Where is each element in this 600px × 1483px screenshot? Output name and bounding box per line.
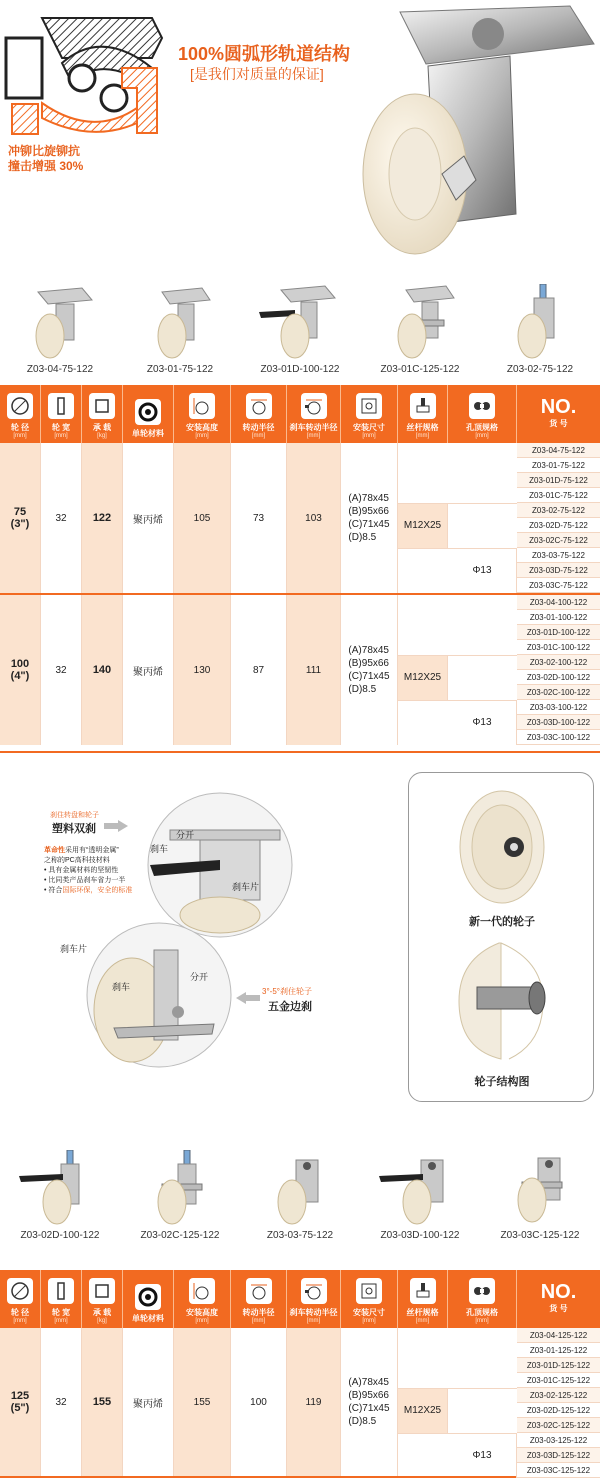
col-height: 安装高度 [mm] xyxy=(174,1270,231,1328)
product-card[interactable] xyxy=(240,1150,360,1241)
hero-title: 100%圆弧形轨道结构 xyxy=(178,44,351,64)
bolt-hole-icon xyxy=(469,1278,495,1304)
cell-wheel-dia: 75 (3") xyxy=(0,443,41,593)
col-wheel-dia: 轮 径 [mm] xyxy=(0,1270,41,1328)
wheel-structure-image xyxy=(439,939,565,1063)
product-card[interactable] xyxy=(0,1150,120,1241)
swivel-caster-image xyxy=(340,4,598,266)
brake-detail-top-image xyxy=(140,790,300,940)
product-code: Z03-01C-125-122 xyxy=(380,364,460,375)
col-load: 承 载 [kg] xyxy=(82,385,123,443)
spec-table-header xyxy=(0,385,600,443)
cell-plate: (A)78x45 (B)95x66 (C)71x45 (D)8.5 xyxy=(341,443,398,593)
arrow-right-icon xyxy=(104,820,128,832)
width-icon xyxy=(48,1278,74,1304)
product-code: Z03-03-75-122 xyxy=(266,1230,334,1241)
code-cell[interactable]: Z03-02D-75-122 xyxy=(517,518,600,533)
col-brake-radius: 刹车转动半径 [mm] xyxy=(287,385,341,443)
cell-wheel-dia: 125 (5") xyxy=(0,1328,41,1476)
code-cell[interactable]: Z03-03C-100-122 xyxy=(517,730,600,745)
caption-wheel-structure: 轮子结构图 xyxy=(474,1076,530,1088)
cell-hole: Φ13 xyxy=(448,1433,517,1478)
code-cell[interactable]: Z03-04-75-122 xyxy=(517,443,600,458)
cell-hole: Φ13 xyxy=(448,548,517,593)
cell-material: 聚丙烯 xyxy=(123,443,174,593)
code-cell[interactable]: Z03-01C-75-122 xyxy=(517,488,600,503)
col-load: 承 载 [kg] xyxy=(82,1270,123,1328)
label-pad-bottom: 刹车片 xyxy=(60,944,88,954)
cell-thread: M12X25 xyxy=(398,655,448,700)
col-no: NO. 货 号 xyxy=(540,1280,577,1313)
code-cell[interactable]: Z03-02-75-122 xyxy=(517,503,600,518)
cell-brake-radius: 119 xyxy=(287,1328,341,1476)
cell-material: 聚丙烯 xyxy=(123,1328,174,1476)
code-cell[interactable]: Z03-02-100-122 xyxy=(517,655,600,670)
spec-table-body xyxy=(0,1328,600,1478)
cell-wheel-width: 32 xyxy=(41,443,82,593)
code-cell[interactable]: Z03-03C-125-122 xyxy=(517,1463,600,1478)
col-radius: 转动半径 [mm] xyxy=(231,385,287,443)
caster-thumbnail xyxy=(500,284,580,362)
diameter-icon xyxy=(7,393,33,419)
spec-table-body xyxy=(0,443,600,753)
col-brake-radius: 刹车转动半径 [mm] xyxy=(287,1270,341,1328)
code-cell[interactable]: Z03-02-125-122 xyxy=(517,1388,600,1403)
col-material: 单轮材料 xyxy=(123,1270,174,1328)
plate-size-icon xyxy=(356,393,382,419)
code-list xyxy=(517,443,600,593)
cell-hole: Φ13 xyxy=(448,700,517,745)
caption-new-wheel: 新一代的轮子 xyxy=(469,916,535,928)
product-code: Z03-02D-100-122 xyxy=(20,1230,100,1241)
product-code: Z03-02C-125-122 xyxy=(140,1230,220,1241)
code-cell[interactable]: Z03-03D-125-122 xyxy=(517,1448,600,1463)
code-cell[interactable]: Z03-03-125-122 xyxy=(517,1433,600,1448)
cell-wheel-dia: 100 (4") xyxy=(0,595,41,745)
code-cell[interactable]: Z03-02C-125-122 xyxy=(517,1418,600,1433)
brake-tag-bottom: 3°-5°刹住轮子 xyxy=(262,987,312,996)
code-cell[interactable]: Z03-03-75-122 xyxy=(517,548,600,563)
code-list xyxy=(517,1328,600,1478)
thread-stem-icon xyxy=(410,393,436,419)
hero-banner xyxy=(0,0,600,270)
brake-radius-icon xyxy=(301,1278,327,1304)
code-cell[interactable]: Z03-02C-100-122 xyxy=(517,685,600,700)
brake-detail-bottom-image xyxy=(84,920,234,1070)
code-list xyxy=(517,595,600,745)
caster-thumbnail xyxy=(140,284,220,362)
cell-height: 155 xyxy=(174,1328,231,1476)
col-radius: 转动半径 [mm] xyxy=(231,1270,287,1328)
swivel-radius-icon xyxy=(246,1278,272,1304)
rail-cross-section-diagram xyxy=(2,8,172,138)
label-open-bottom: 分开 xyxy=(190,972,209,982)
cell-wheel-width: 32 xyxy=(41,595,82,745)
height-icon xyxy=(189,393,215,419)
brake-radius-icon xyxy=(301,393,327,419)
bolt-hole-icon xyxy=(469,393,495,419)
cell-height: 130 xyxy=(174,595,231,745)
code-cell[interactable]: Z03-01-125-122 xyxy=(517,1343,600,1358)
product-code: Z03-01D-100-122 xyxy=(260,364,340,375)
product-card[interactable] xyxy=(0,284,120,375)
caster-thumbnail xyxy=(20,284,100,362)
product-code: Z03-02-75-122 xyxy=(506,364,574,375)
col-thread: 丝杆规格 [mm] xyxy=(398,385,448,443)
spec-table-header xyxy=(0,1270,600,1328)
product-code: Z03-03D-100-122 xyxy=(380,1230,460,1241)
code-cell[interactable]: Z03-03C-75-122 xyxy=(517,578,600,593)
col-thread: 丝杆规格 [mm] xyxy=(398,1270,448,1328)
col-hole: 孔顶规格 [mm] xyxy=(448,385,517,443)
weight-icon xyxy=(89,393,115,419)
weight-icon xyxy=(89,1278,115,1304)
code-cell[interactable]: Z03-03-100-122 xyxy=(517,700,600,715)
swivel-radius-icon xyxy=(246,393,272,419)
cell-material: 聚丙烯 xyxy=(123,595,174,745)
plate-size-icon xyxy=(356,1278,382,1304)
code-cell[interactable]: Z03-01C-125-122 xyxy=(517,1373,600,1388)
code-cell[interactable]: Z03-04-100-122 xyxy=(517,595,600,610)
code-cell[interactable]: Z03-02D-125-122 xyxy=(517,1403,600,1418)
product-row-bottom xyxy=(0,1150,600,1241)
col-wheel-width: 轮 宽 [mm] xyxy=(41,385,82,443)
code-cell[interactable]: Z03-02D-100-122 xyxy=(517,670,600,685)
product-row-top xyxy=(0,284,600,375)
cell-radius: 100 xyxy=(231,1328,287,1476)
caster-thumbnail xyxy=(140,1150,220,1228)
cell-thread: M12X25 xyxy=(398,1388,448,1433)
label-brake-bottom: 刹车 xyxy=(112,982,131,992)
wheel-material-icon xyxy=(135,1284,161,1310)
code-cell[interactable]: Z03-04-125-122 xyxy=(517,1328,600,1343)
product-code: Z03-03C-125-122 xyxy=(500,1230,580,1241)
caster-thumbnail xyxy=(375,1150,465,1228)
height-icon xyxy=(189,1278,215,1304)
product-card[interactable] xyxy=(120,1150,240,1241)
code-cell[interactable]: Z03-01C-100-122 xyxy=(517,640,600,655)
cell-plate: (A)78x45 (B)95x66 (C)71x45 (D)8.5 xyxy=(341,595,398,745)
caster-thumbnail xyxy=(260,1150,340,1228)
code-cell[interactable]: Z03-01D-125-122 xyxy=(517,1358,600,1373)
caster-thumbnail xyxy=(380,284,460,362)
caster-thumbnail xyxy=(15,1150,105,1228)
col-plate: 安装尺寸 [mm] xyxy=(341,385,398,443)
product-card[interactable] xyxy=(360,284,480,375)
hero-subtitle: [是我们对质量的保证] xyxy=(190,66,324,82)
caster-thumbnail xyxy=(500,1150,580,1228)
product-card[interactable] xyxy=(240,284,360,375)
cell-load: 155 xyxy=(82,1328,123,1476)
col-hole: 孔顶规格 [mm] xyxy=(448,1270,517,1328)
code-cell[interactable]: Z03-03D-75-122 xyxy=(517,563,600,578)
wheel-material-icon xyxy=(135,399,161,425)
col-height: 安装高度 [mm] xyxy=(174,385,231,443)
cell-thread: M12X25 xyxy=(398,503,448,548)
spec-table-1 xyxy=(0,385,600,753)
product-code: Z03-01-75-122 xyxy=(146,364,214,375)
cell-radius: 87 xyxy=(231,595,287,745)
code-cell[interactable]: Z03-01-100-122 xyxy=(517,610,600,625)
cell-plate: (A)78x45 (B)95x66 (C)71x45 (D)8.5 xyxy=(341,1328,398,1476)
code-cell[interactable]: Z03-02C-75-122 xyxy=(517,533,600,548)
brake-tag-top: 刹住转盘和轮子 xyxy=(50,812,99,819)
hero-note xyxy=(8,144,83,174)
hero-note-line1: 冲铆比旋铆抗 xyxy=(8,144,81,158)
product-code: Z03-04-75-122 xyxy=(26,364,94,375)
thread-stem-icon xyxy=(410,1278,436,1304)
col-material: 单轮材料 xyxy=(123,385,174,443)
label-open-top: 分开 xyxy=(176,830,195,840)
width-icon xyxy=(48,393,74,419)
cell-load: 140 xyxy=(82,595,123,745)
feature-list: 革命性采用有“透明金属” 之称的PC高科技材料 • 具有金属材料的坚韧性 • 比同类产品刹车省力一半 • 符合国际环保，安全的标准 xyxy=(44,847,133,894)
col-plate: 安装尺寸 [mm] xyxy=(341,1270,398,1328)
code-cell[interactable]: Z03-01-75-122 xyxy=(517,458,600,473)
code-cell[interactable]: Z03-01D-100-122 xyxy=(517,625,600,640)
brake-title-top: 塑料双刹 xyxy=(52,823,96,835)
code-cell[interactable]: Z03-03D-100-122 xyxy=(517,715,600,730)
caster-thumbnail xyxy=(255,284,345,362)
code-cell[interactable]: Z03-01D-75-122 xyxy=(517,473,600,488)
col-no: NO. 货 号 xyxy=(540,395,577,428)
cell-wheel-width: 32 xyxy=(41,1328,82,1476)
spec-table-2 xyxy=(0,1270,600,1478)
product-card[interactable] xyxy=(480,284,600,375)
new-wheel-image xyxy=(439,787,565,907)
product-card[interactable] xyxy=(360,1150,480,1241)
product-card[interactable] xyxy=(480,1150,600,1241)
label-brake-top: 刹车 xyxy=(150,844,169,854)
cell-load: 122 xyxy=(82,443,123,593)
brake-title-bottom: 五金边刹 xyxy=(268,1001,312,1013)
arrow-left-icon xyxy=(236,992,260,1004)
cell-brake-radius: 103 xyxy=(287,443,341,593)
product-card[interactable] xyxy=(120,284,240,375)
diameter-icon xyxy=(7,1278,33,1304)
cell-brake-radius: 111 xyxy=(287,595,341,745)
col-wheel-dia: 轮 径 [mm] xyxy=(0,385,41,443)
label-pad-top: 刹车片 xyxy=(232,882,260,892)
wheel-info-card xyxy=(408,772,594,1102)
cell-radius: 73 xyxy=(231,443,287,593)
col-wheel-width: 轮 宽 [mm] xyxy=(41,1270,82,1328)
hero-note-line2: 撞击增强 30% xyxy=(8,159,84,173)
cell-height: 105 xyxy=(174,443,231,593)
